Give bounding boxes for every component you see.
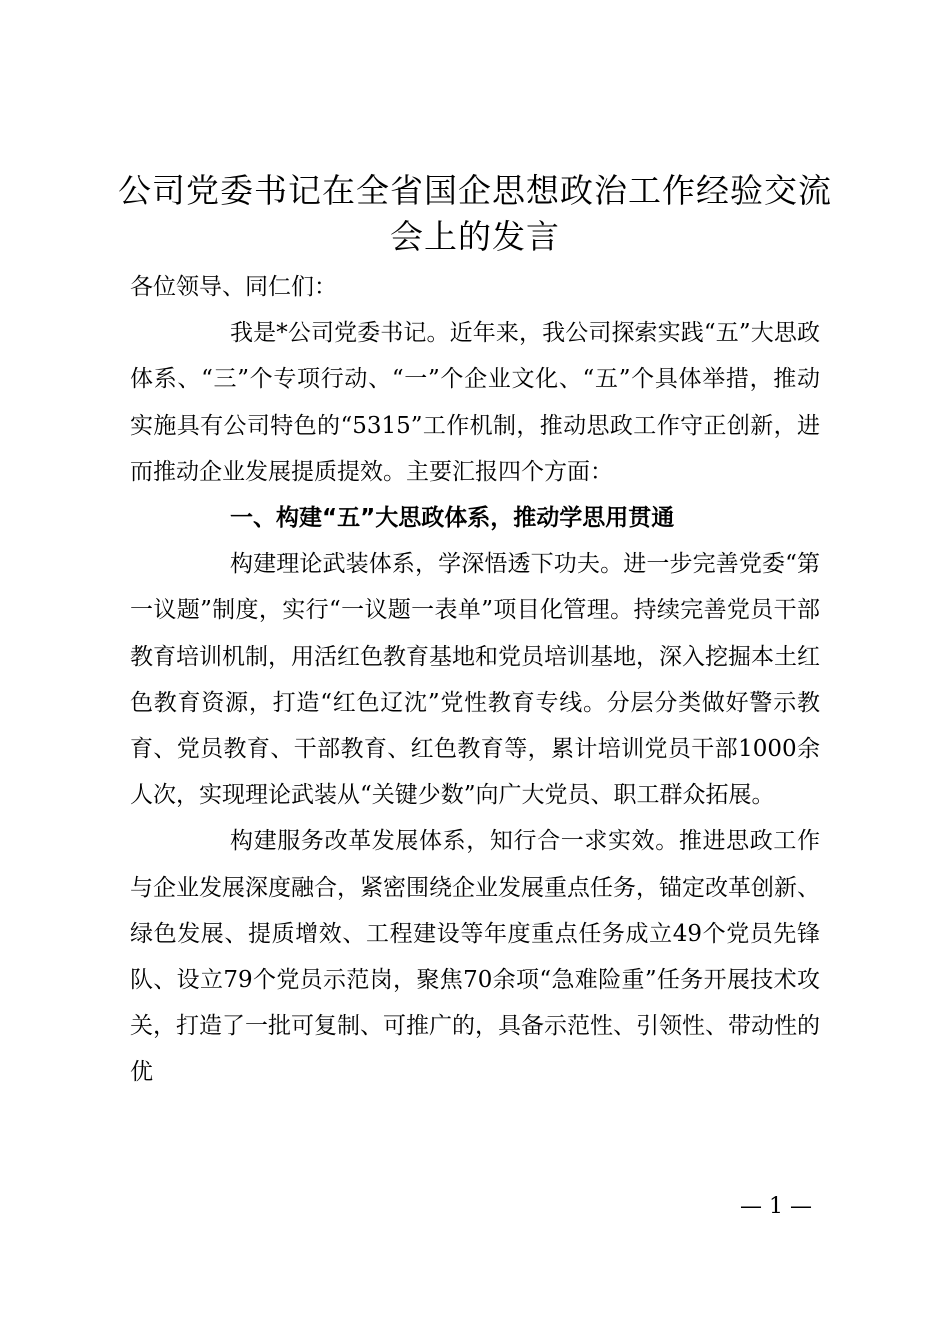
section-heading: 一、构建“五”大思政体系，推动学思用贯通 [230,505,675,532]
intro-paragraph: 我是*公司党委书记。近年来，我公司探索实践“五”大思政体系、“三”个专项行动、“一”个企业文化、“五”个具体举措，推动实施具有公司特色的“5315”工作机制，推动思政工作守正创新，进而推动企业发展提质提效。主要汇报四个方面： [130,320,820,485]
document-body [130,264,820,1096]
document-title: 公司党委书记在全省国企思想政治工作经验交流会上的发言 [118,171,832,256]
body-paragraph: 构建理论武装体系，学深悟透下功夫。进一步完善党委“第一议题”制度，实行“一议题一表单”项目化管理。持续完善党员干部教育培训机制，用活红色教育基地和党员培训基地，深入挖掘本土红色教育资源，打造“红色辽沈”党性教育专线。分层分类做好警示教育、党员教育、干部教育、红色教育等，累计培训党员干部1000余人次，实现理论武装从“关键少数”向广大党员、职工群众拓展。 [130,551,820,809]
page-number: — 1 — [740,1194,812,1219]
body-paragraph: 构建服务改革发展体系，知行合一求实效。推进思政工作与企业发展深度融合，紧密围绕企业发展重点任务，锚定改革创新、绿色发展、提质增效、工程建设等年度重点任务成立49个党员先锋队、设立79个党员示范岗，聚焦70余项“急难险重”任务开展技术攻关，打造了一批可复制、可推广的，具备示范性、引领性、带动性的优 [130,828,820,1086]
salutation: 各位领导、同仁们： [130,274,337,300]
